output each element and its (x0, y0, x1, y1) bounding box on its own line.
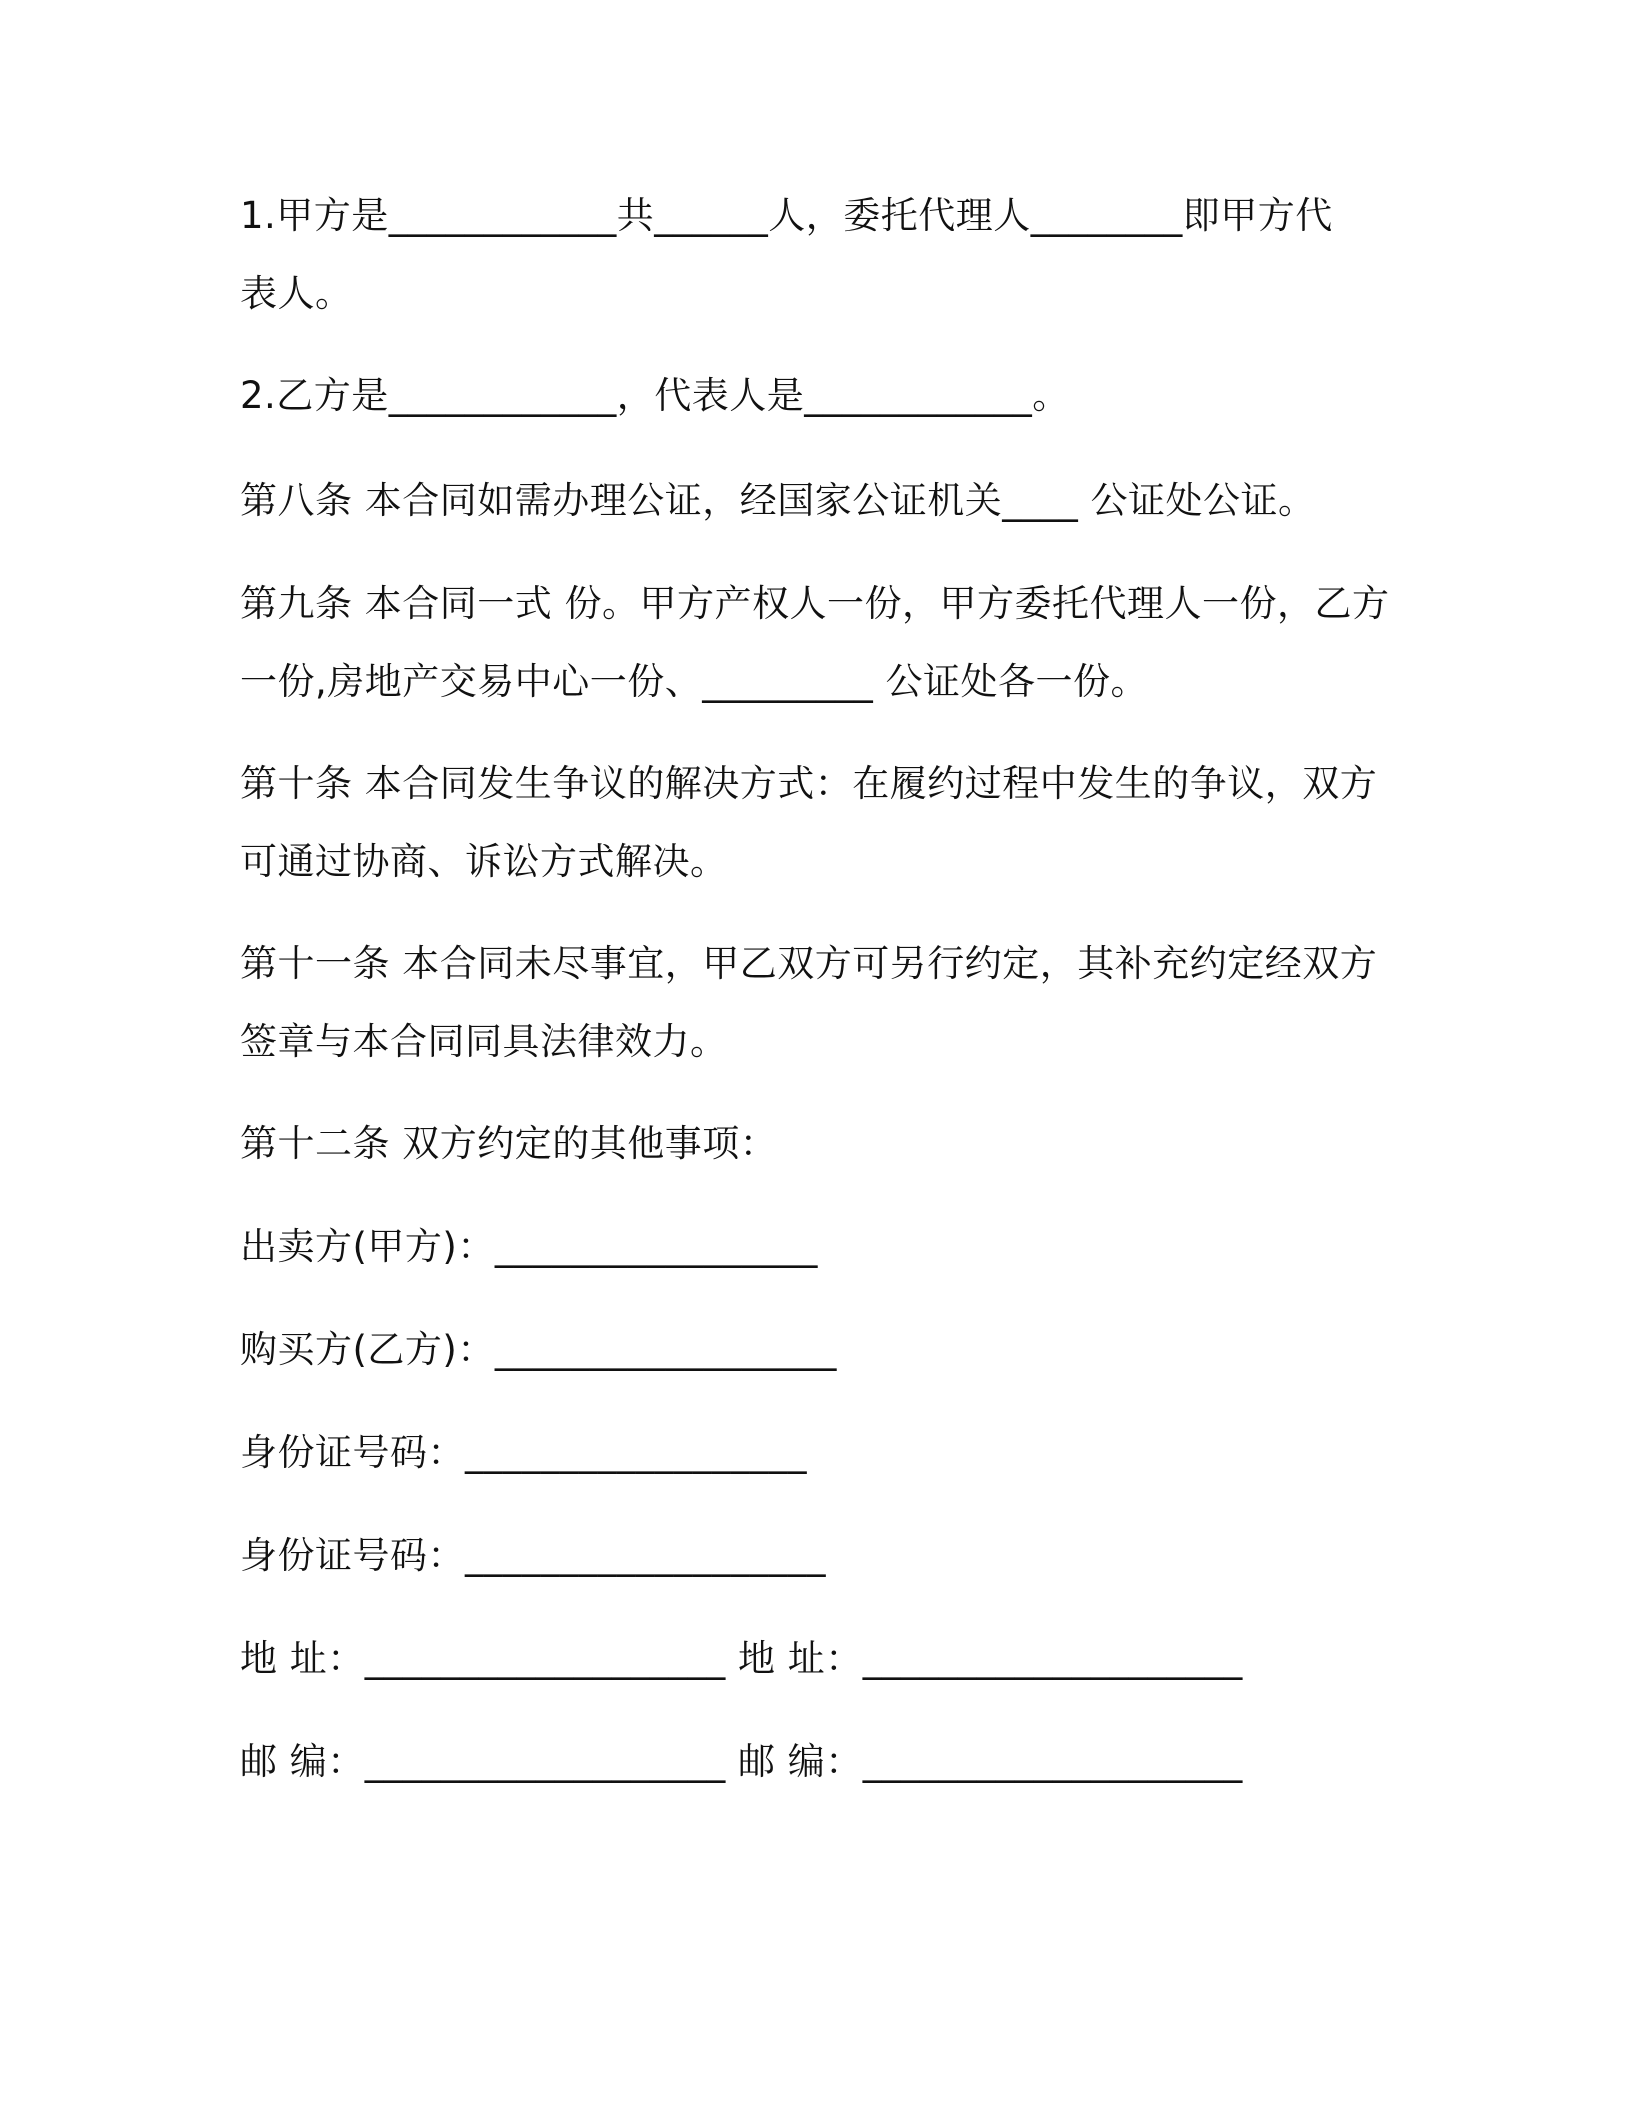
postcode-row (240, 1723, 1410, 1801)
text-line: 第十条 本合同发生争议的解决方式：在履约过程中发生的争议，双方 (240, 762, 1378, 805)
text-line: 地 址：___________________ 地 址：____________________ (240, 1637, 1243, 1680)
article-9 (240, 565, 1410, 721)
text-line: 第十二条 双方约定的其他事项： (240, 1122, 778, 1165)
buyer-signature (240, 1311, 1410, 1389)
text-line: 签章与本合同同具法律效力。 (240, 1020, 728, 1063)
article-8 (240, 462, 1410, 540)
seller-id-number (240, 1414, 1410, 1492)
party-a-clause (240, 177, 1410, 333)
text-line: 出卖方(甲方)：_________________ (240, 1225, 818, 1268)
seller-signature (240, 1208, 1410, 1286)
text-line: 第十一条 本合同未尽事宜，甲乙双方可另行约定，其补充约定经双方 (240, 942, 1378, 985)
text-line: 一份,房地产交易中心一份、_________ 公证处各一份。 (240, 660, 1149, 703)
text-line: 购买方(乙方)：__________________ (240, 1328, 837, 1371)
text-line: 1.甲方是____________共______人，委托代理人________即甲方代 (240, 194, 1333, 237)
article-10 (240, 745, 1410, 901)
text-line: 身份证号码：__________________ (240, 1431, 807, 1474)
text-line: 身份证号码：___________________ (240, 1534, 826, 1577)
article-11 (240, 925, 1410, 1081)
party-b-clause (240, 357, 1410, 435)
buyer-id-number (240, 1517, 1410, 1595)
address-row (240, 1620, 1410, 1698)
text-line: 邮 编：___________________ 邮 编：____________________ (240, 1740, 1243, 1783)
text-line: 表人。 (240, 272, 353, 315)
text-line: 2.乙方是____________，代表人是____________。 (240, 374, 1070, 417)
text-line: 第九条 本合同一式 份。甲方产权人一份，甲方委托代理人一份，乙方 (240, 582, 1390, 625)
text-line: 可通过协商、诉讼方式解决。 (240, 840, 728, 883)
article-12 (240, 1105, 1410, 1183)
text-line: 第八条 本合同如需办理公证，经国家公证机关____ 公证处公证。 (240, 479, 1316, 522)
